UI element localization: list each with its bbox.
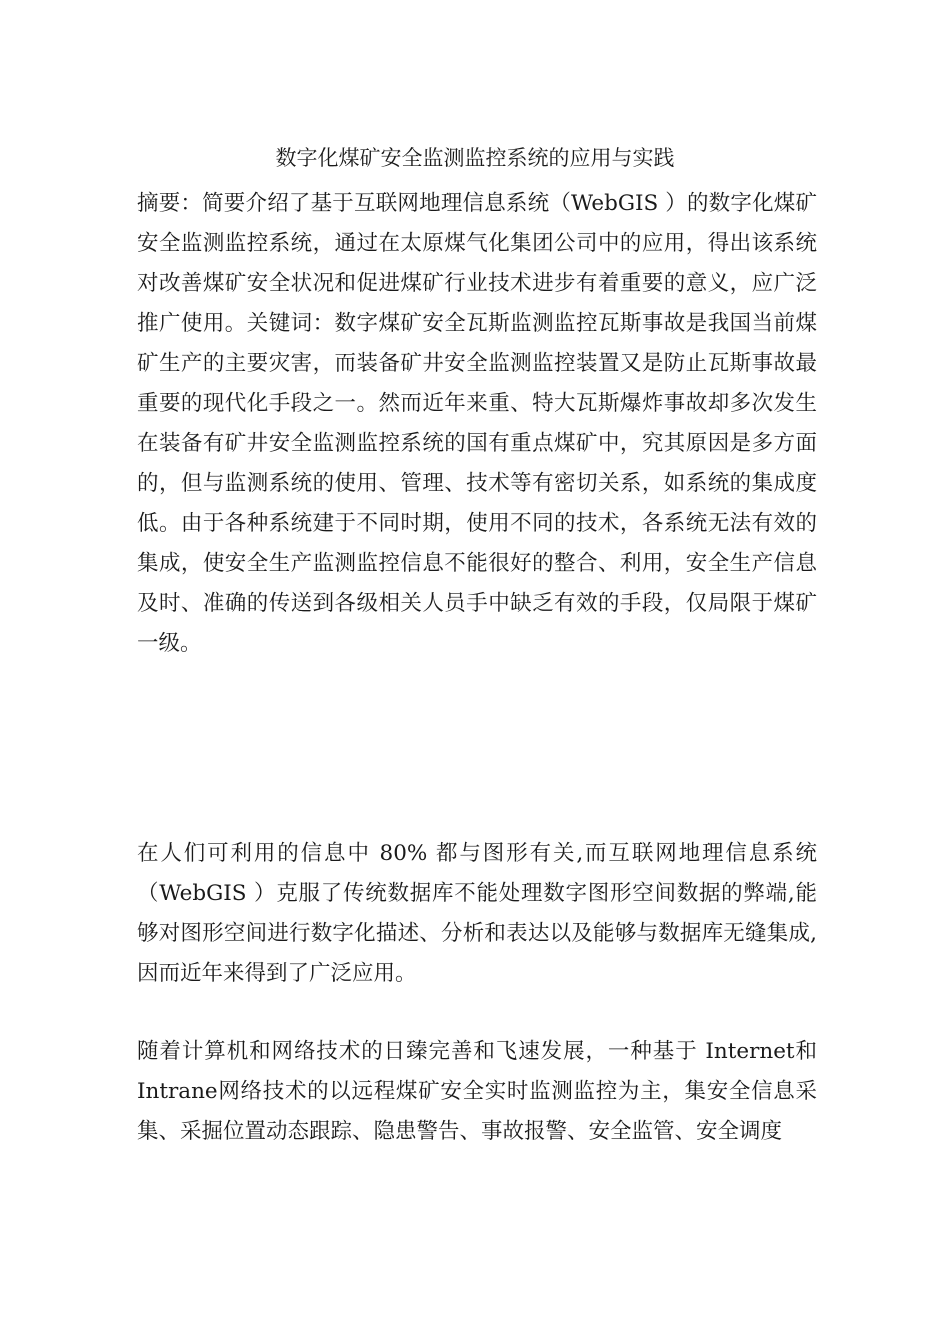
- paragraph-network: 随着计算机和网络技术的日臻完善和飞速发展，一种基于 Internet和Intrane网络技术的以远程煤矿安全实时监测监控为主，集安全信息采集、采掘位置动态跟踪、隐患警告、事故报警、安全监管、安全调度: [137, 1039, 817, 1144]
- paragraph-webgis: 在人们可利用的信息中 80% 都与图形有关,而互联网地理信息系统（WebGIS ）克服了传统数据库不能处理数字图形空间数据的弊端,能够对图形空间进行数字化描述、分析和表达以及能够与数据库无缝集成,因而近年来得到了广泛应用。: [137, 841, 817, 986]
- paragraph-abstract: 摘要：简要介绍了基于互联网地理信息系统（WebGIS ）的数字化煤矿安全监测监控系统，通过在太原煤气化集团公司中的应用，得出该系统对改善煤矿安全状况和促进煤矿行业技术进步有着重要的意义，应广泛推广使用。关键词：数字煤矿安全瓦斯监测监控瓦斯事故是我国当前煤矿生产的主要灾害，而装备矿井安全监测监控装置又是防止瓦斯事故最重要的现代化手段之一。然而近年来重、特大瓦斯爆炸事故却多次发生在装备有矿井安全监测监控系统的国有重点煤矿中，究其原因是多方面的，但与监测系统的使用、管理、技术等有密切关系，如系统的集成度低。由于各种系统建于不同时期，使用不同的技术，各系统无法有效的集成，使安全生产监测监控信息不能很好的整合、利用，安全生产信息及时、准确的传送到各级相关人员手中缺乏有效的手段，仅局限于煤矿一级。: [137, 191, 817, 656]
- document-title: 数字化煤矿安全监测监控系统的应用与实践: [275, 146, 675, 170]
